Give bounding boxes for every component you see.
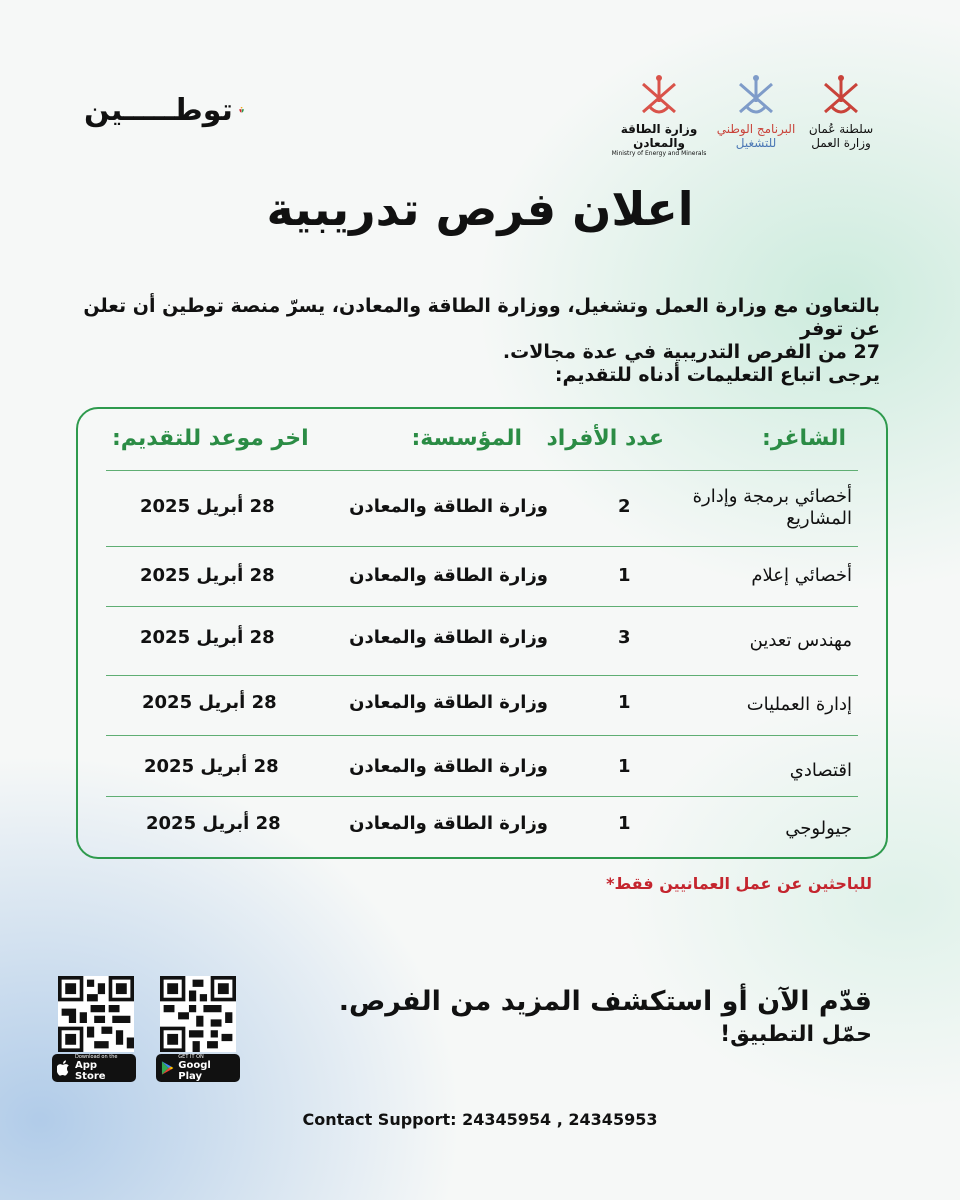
table-divider bbox=[106, 470, 858, 471]
header-institution: المؤسسة: bbox=[411, 426, 522, 451]
header-deadline: اخر موعد للتقديم: bbox=[112, 426, 309, 451]
page-title: اعلان فرص تدريبية bbox=[266, 182, 694, 236]
table-divider bbox=[106, 796, 858, 797]
oman-emblem-icon bbox=[637, 72, 681, 122]
row-6-position: جيولوجي bbox=[785, 818, 852, 839]
table-divider bbox=[106, 606, 858, 607]
intro-line-3: يرجى اتباع التعليمات أدناه للتقديم: bbox=[554, 364, 880, 386]
row-4-institution: وزارة الطاقة والمعادن bbox=[349, 692, 548, 713]
row-3-institution: وزارة الطاقة والمعادن bbox=[349, 627, 548, 648]
row-4-deadline: 28 أبريل 2025 bbox=[142, 692, 277, 713]
table-divider bbox=[106, 735, 858, 736]
row-2-count: 1 bbox=[618, 565, 631, 586]
row-3-deadline: 28 أبريل 2025 bbox=[140, 627, 275, 648]
header-position: الشاغر: bbox=[762, 426, 846, 451]
ministry-energy-name-ar: وزارة الطاقة والمعادن bbox=[620, 122, 698, 150]
tawteen-logo bbox=[84, 90, 244, 130]
app-store-button[interactable] bbox=[52, 1054, 136, 1082]
ministry-energy-logo bbox=[604, 72, 714, 158]
row-4-position: إدارة العمليات bbox=[746, 694, 852, 715]
row-2-position: أخصائي إعلام bbox=[751, 565, 852, 586]
row-6-institution: وزارة الطاقة والمعادن bbox=[349, 813, 548, 834]
row-5-institution: وزارة الطاقة والمعادن bbox=[349, 756, 548, 777]
app-store-qr-code[interactable] bbox=[58, 976, 134, 1052]
row-2-deadline: 28 أبريل 2025 bbox=[140, 565, 275, 586]
app-store-small-text: Download on the bbox=[74, 1054, 118, 1060]
row-1-position: أخصائي برمجة وإدارة المشاريع bbox=[692, 486, 852, 529]
oman-emblem-icon bbox=[819, 72, 863, 122]
oman-emblem-icon bbox=[734, 72, 778, 122]
ministry-labour-name: وزارة العمل bbox=[811, 136, 871, 150]
national-employment-logo bbox=[714, 72, 798, 150]
row-1-count: 2 bbox=[618, 496, 631, 517]
row-6-count: 1 bbox=[618, 813, 631, 834]
table-divider bbox=[106, 675, 858, 676]
cta-headline: قدّم الآن أو استكشف المزيد من الفرص. bbox=[338, 986, 872, 1017]
row-5-count: 1 bbox=[618, 756, 631, 777]
app-store-label: App Store bbox=[74, 1060, 106, 1082]
row-2-institution: وزارة الطاقة والمعادن bbox=[349, 565, 548, 586]
row-5-position: اقتصادي bbox=[789, 760, 852, 781]
contact-support: Contact Support: 24345954 , 24345953 bbox=[302, 1110, 658, 1129]
apple-icon bbox=[57, 1060, 71, 1076]
google-play-small-text: GET IT ON bbox=[178, 1054, 204, 1060]
tawteen-wordmark: توطـــــين bbox=[84, 92, 233, 128]
row-6-deadline: 28 أبريل 2025 bbox=[146, 813, 281, 834]
program-name-line1: البرنامج الوطني bbox=[716, 122, 796, 136]
google-play-qr-code[interactable] bbox=[160, 976, 236, 1052]
program-name-line2: للتشغيل bbox=[735, 136, 777, 150]
sultanate-name: سلطنة عُمان bbox=[808, 122, 874, 136]
row-4-count: 1 bbox=[618, 692, 631, 713]
row-3-count: 3 bbox=[618, 627, 631, 648]
header-count: عدد الأفراد bbox=[546, 426, 664, 451]
google-play-icon bbox=[161, 1060, 174, 1076]
ministry-labour-logo bbox=[806, 72, 876, 150]
google-play-label: Googl Play bbox=[178, 1060, 211, 1082]
google-play-button[interactable] bbox=[156, 1054, 240, 1082]
table-divider bbox=[106, 546, 858, 547]
intro-paragraph bbox=[60, 295, 880, 387]
row-1-institution: وزارة الطاقة والمعادن bbox=[349, 496, 548, 517]
intro-line-2: 27 من الفرص التدريبية في عدة مجالات. bbox=[502, 341, 880, 363]
intro-line-1: بالتعاون مع وزارة العمل وتشغيل، ووزارة الطاقة والمعادن، يسرّ منصة توطين أن تعلن عن توفر bbox=[83, 295, 880, 340]
cta-download: حمّل التطبيق! bbox=[720, 1022, 872, 1047]
row-5-deadline: 28 أبريل 2025 bbox=[144, 756, 279, 777]
row-3-position: مهندس تعدين bbox=[749, 630, 852, 651]
row-1-deadline: 28 أبريل 2025 bbox=[140, 496, 275, 517]
ministry-energy-name-en: Ministry of Energy and Minerals bbox=[611, 150, 707, 157]
tawteen-logo-icon bbox=[239, 95, 244, 125]
eligibility-note: للباحثين عن عمل العمانيين فقط* bbox=[606, 874, 872, 893]
